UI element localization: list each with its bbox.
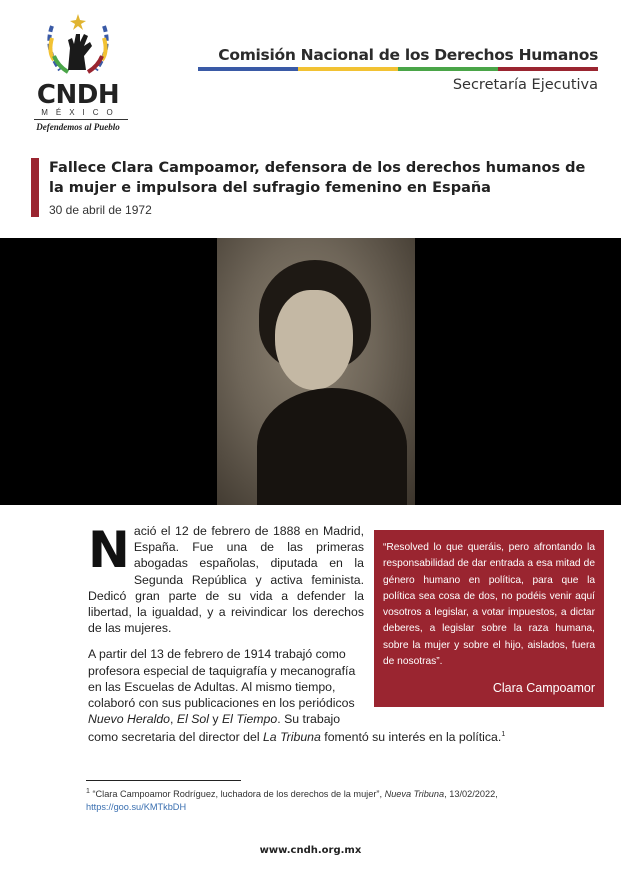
portrait-face: [275, 290, 353, 390]
hand-wreath-emblem-icon: [38, 12, 118, 80]
paragraph-1-text: ació el 12 de febrero de 1888 en Madrid, España. Fue una de las primeras abogadas españolas, diputada en la Segunda República y activa feminista. Dedicó gran parte de su vida a defender la libertad, la igualdad, y a reivindicar los derechos de las mujeres.: [88, 524, 364, 636]
footnote: [86, 786, 526, 813]
footnote-ref[interactable]: 1: [501, 731, 506, 739]
newspaper-name: La Tribuna: [262, 730, 321, 745]
photo-band: [0, 238, 621, 505]
drop-cap: N: [88, 521, 130, 579]
text: y: [209, 712, 222, 727]
bar-red: [498, 67, 598, 71]
bar-green: [398, 67, 498, 71]
newspaper-name: El Sol: [176, 712, 209, 727]
newspaper-name: El Tiempo: [221, 712, 278, 727]
portrait-photo: [217, 238, 415, 505]
newspaper-name: Nuevo Heraldo: [88, 712, 171, 727]
footnote-text: “Clara Campoamor Rodríguez, luchadora de los derechos de la mujer”,: [89, 789, 385, 800]
footer-url[interactable]: www.cndh.org.mx: [259, 845, 362, 856]
logo-motto: Defendemos al Pueblo: [36, 122, 120, 132]
org-name: Comisión Nacional de los Derechos Humanos: [218, 46, 598, 64]
quote-text: “Resolved lo que queráis, pero afrontando la responsabilidad de dar entrada a esa mitad de género humano en política, para que la política sea cosa de dos, no podéis venir aquí vosotros a legislar, a votar impuestos, a dictar deberes, a legislar sobre la raza humana, sobre la mujer y sobre el hijo, aislados, fuera de nosotras”.: [383, 542, 595, 668]
footnote-link[interactable]: https://goo.su/KMTkbDH: [86, 801, 187, 812]
bar-yellow: [298, 67, 398, 71]
article-date: 30 de abril de 1972: [49, 203, 152, 217]
text: A partir del 13 de febrero de 1914 trabajó como profesora especial de taquigrafía y mecanografía en las Escuelas de Adultas. Al mismo tiempo, colaboró con sus publicaciones en los periódicos: [88, 647, 356, 711]
logo-acronym: CNDH: [36, 80, 120, 110]
quote-author: Clara Campoamor: [492, 681, 595, 696]
footnote-date: , 13/02/2022,: [444, 789, 498, 800]
bar-blue: [198, 67, 298, 71]
logo-country: MÉXICO: [34, 108, 128, 120]
footnote-number: 1: [86, 788, 90, 795]
organization-header: [198, 46, 598, 93]
text: . Su trabajo como secretaria del director del: [88, 712, 341, 745]
text: ,: [170, 712, 177, 727]
article-body: [88, 523, 604, 746]
portrait-body: [257, 388, 407, 505]
article-header: [31, 158, 601, 217]
text: fomentó su interés en la política.: [320, 730, 502, 745]
org-subtitle: Secretaría Ejecutiva: [452, 77, 598, 93]
footnote-source: Nueva Tribuna: [384, 789, 445, 800]
quote-box: [374, 530, 604, 707]
footnote-divider: [86, 780, 241, 781]
color-bar: [198, 67, 598, 71]
cndh-logo: [28, 12, 128, 132]
article-title: Fallece Clara Campoamor, defensora de los derechos humanos de la mujer e impulsora del sufragio femenino en España: [49, 160, 586, 196]
